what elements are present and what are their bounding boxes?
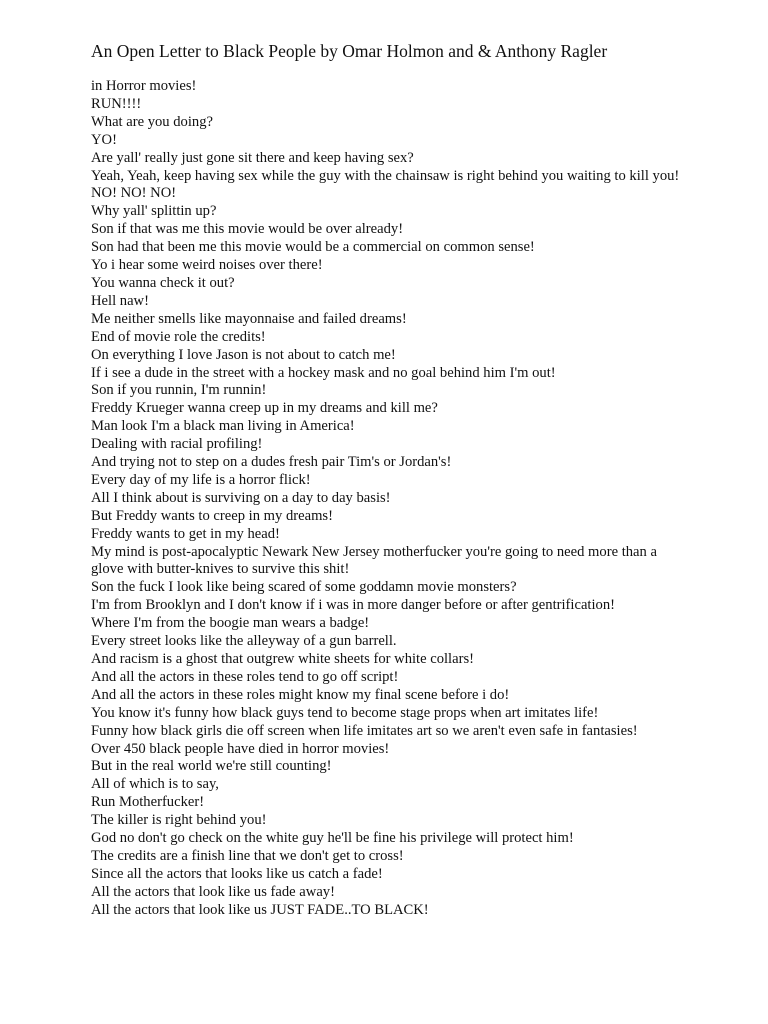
text-line: Hell naw! [91,292,149,309]
text-line: Son the fuck I look like being scared of some goddamn movie monsters? [91,579,517,596]
document-body [91,78,691,920]
text-line: Why yall' splittin up? [91,203,217,220]
text-line: Are yall' really just gone sit there and keep having sex? [91,149,414,166]
text-line: Dealing with racial profiling! [91,436,263,453]
text-line: On everything I love Jason is not about to catch me! [91,346,396,363]
text-line: End of movie role the credits! [91,328,266,345]
text-line: Freddy wants to get in my head! [91,525,280,542]
text-line: And racism is a ghost that outgrew white sheets for white collars! [91,651,474,667]
text-line: Man look I'm a black man living in America! [91,418,355,435]
text-line: Funny how black girls die off screen when life imitates art so we aren't even safe in fantasies! [91,722,638,739]
text-line: You know it's funny how black guys tend to become stage props when art imitates life! [91,704,599,721]
text-line: The killer is right behind you! [91,812,267,829]
text-line: God no don't go check on the white guy he'll be fine his privilege will protect him! [91,830,574,847]
text-line: The credits are a finish line that we don't get to cross! [91,847,404,864]
text-line: But Freddy wants to creep in my dreams! [91,507,333,524]
text-line: And all the actors in these roles might know my final scene before i do! [91,686,510,703]
text-line: Son if you runnin, I'm runnin! [91,382,267,399]
text-line: Me neither smells like mayonnaise and failed dreams! [91,310,407,327]
text-line: YO! [91,131,117,148]
text-line: Every street looks like the alleyway of a gun barrell. [91,633,397,650]
text-line: Freddy Krueger wanna creep up in my dreams and kill me? [91,400,438,417]
text-line: If i see a dude in the street with a hockey mask and no goal behind him I'm out! [91,364,556,381]
text-line: And trying not to step on a dudes fresh pair Tim's or Jordan's! [91,454,452,471]
text-line: Over 450 black people have died in horror movies! [91,740,390,757]
text-line: But in the real world we're still counting! [91,758,332,775]
text-line: in Horror movies! [91,78,197,94]
text-line: Run Motherfucker! [91,794,205,811]
text-line: RUN!!!! [91,95,142,112]
text-line: I'm from Brooklyn and I don't know if i was in more danger before or after gentrification! [91,597,615,614]
text-line: And all the actors in these roles tend to go off script! [91,668,399,685]
text-line: All of which is to say, [91,776,219,793]
text-line: What are you doing? [91,113,213,130]
text-line: You wanna check it out? [91,274,235,291]
text-line: Where I'm from the boogie man wears a badge! [91,615,370,632]
text-line: Yo i hear some weird noises over there! [91,257,323,274]
text-line: Every day of my life is a horror flick! [91,471,311,488]
text-line: My mind is post-apocalyptic Newark New Jersey motherfucker you're going to need more than a glove with butter-knives to survive this shit! [91,543,657,578]
text-line: All the actors that look like us JUST FADE..TO BLACK! [91,901,429,918]
text-line: All the actors that look like us fade away! [91,883,335,900]
text-line: Son if that was me this movie would be over already! [91,221,404,238]
text-line: Son had that been me this movie would be a commercial on common sense! [91,239,535,256]
document-title: An Open Letter to Black People by Omar Holmon and & Anthony Ragler [91,41,608,61]
text-line: NO! NO! NO! [91,185,177,202]
text-line: All I think about is surviving on a day to day basis! [91,489,391,506]
text-line: Yeah, Yeah, keep having sex while the guy with the chainsaw is right behind you waiting to kill you! [91,167,680,184]
text-line: Since all the actors that looks like us catch a fade! [91,865,383,882]
